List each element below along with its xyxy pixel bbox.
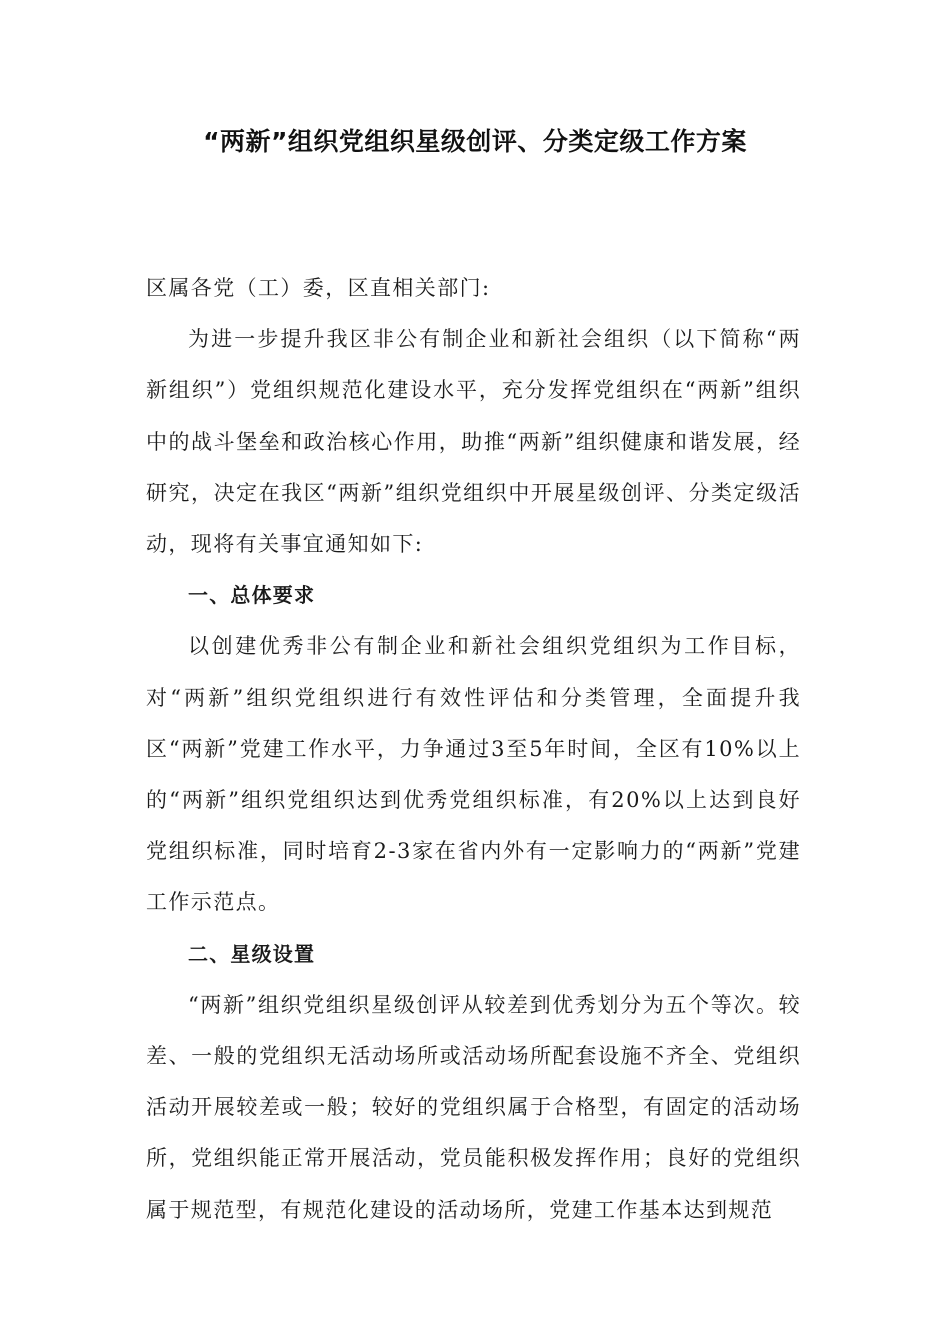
section-paragraph-star-levels: “两新”组织党组织星级创评从较差到优秀划分为五个等次。较差、一般的党组织无活动场所或活动场所配套设施不齐全、党组织活动开展较差或一般；较好的党组织属于合格型，有固定的活动场所，党组织能正常开展活动，党员能积极发挥作用；良好的党组织属于规范型，有规范化建设的活动场所，党建工作基本达到规范 xyxy=(146,992,801,1222)
document-body xyxy=(146,263,801,1236)
section-paragraph-overall-requirements: 以创建优秀非公有制企业和新社会组织党组织为工作目标，对“两新”组织党组织进行有效性评估和分类管理，全面提升我区“两新”党建工作水平，力争通过3至5年时间，全区有10%以上的“两新”组织党组织达到优秀党组织标准，有20%以上达到良好党组织标准，同时培育2-3家在省内外有一定影响力的“两新”党建工作示范点。 xyxy=(146,634,801,915)
document-title: “两新”组织党组织星级创评、分类定级工作方案 xyxy=(203,127,747,156)
intro-paragraph: 为进一步提升我区非公有制企业和新社会组织（以下简称“两新组织”）党组织规范化建设水平，充分发挥党组织在“两新”组织中的战斗堡垒和政治核心作用，助推“两新”组织健康和谐发展，经研究，决定在我区“两新”组织党组织中开展星级创评、分类定级活动，现将有关事宜通知如下: xyxy=(146,327,801,557)
section-heading-star-levels: 二、星级设置 xyxy=(188,941,316,966)
salutation: 区属各党（工）委，区直相关部门: xyxy=(146,276,491,300)
section-heading-overall-requirements: 一、总体要求 xyxy=(188,583,316,608)
